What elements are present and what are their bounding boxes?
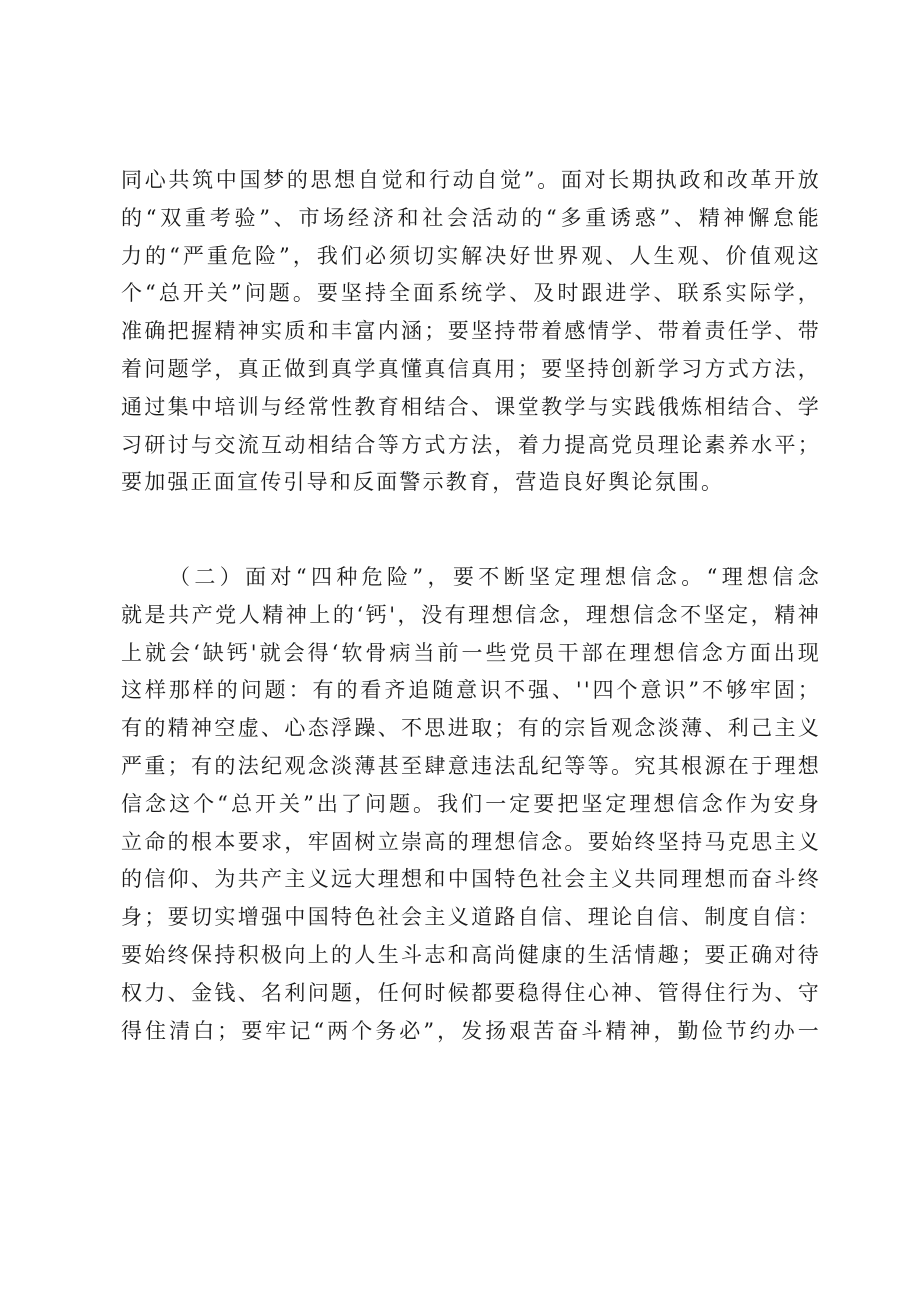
- text-line: 身；要切实增强中国特色社会主义道路自信、理论自信、制度自信：: [121, 905, 821, 930]
- text-line: 得住清白；要牢记“两个务必”，发扬艰苦奋斗精神，勤俭节约办一: [121, 1018, 821, 1043]
- text-line: 力的“严重危险”，我们必须切实解决好世界观、人生观、价值观这: [121, 243, 821, 268]
- text-line: 立命的根本要求，牢固树立崇高的理想信念。要始终坚持马克思主义: [121, 829, 821, 854]
- text-line: 权力、金钱、名利问题，任何时候都要稳得住心神、管得住行为、守: [121, 980, 821, 1005]
- text-line: 同心共筑中国梦的思想自觉和行动自觉”。面对长期执政和改革开放: [121, 168, 821, 192]
- text-line: 信念这个“总开关”出了问题。我们一定要把坚定理想信念作为安身: [121, 791, 821, 816]
- text-line: 要始终保持积极向上的人生斗志和高尚健康的生活情趣；要正确对待: [121, 942, 821, 967]
- text-line: 的“双重考验”、市场经济和社会活动的“多重诱惑”、精神懈怠能: [121, 205, 821, 230]
- paragraph-2: [121, 559, 821, 1050]
- text-line: 着问题学，真正做到真学真懂真信真用；要坚持创新学习方式方法，: [121, 356, 821, 381]
- text-line: 习研讨与交流互动相结合等方式方法，着力提高党员理论素养水平；: [121, 432, 821, 457]
- text-line: 就是共产党人精神上的‘钙'，没有理想信念，理想信念不坚定，精神: [121, 602, 821, 627]
- text-line: 的信仰、为共产主义远大理想和中国特色社会主义共同理想而奋斗终: [121, 867, 821, 892]
- paragraph-1: [121, 162, 821, 502]
- text-line: 个“总开关”问题。要坚持全面系统学、及时跟进学、联系实际学，: [121, 281, 821, 306]
- text-line: 要加强正面宣传引导和反面警示教育，营造良好舆论氛围。: [121, 470, 725, 495]
- text-line: 上就会‘缺钙'就会得‘软骨病当前一些党员干部在理想信念方面出现: [121, 640, 821, 665]
- text-line: 这样那样的问题：有的看齐追随意识不强、''四个意识”不够牢固；: [121, 678, 821, 703]
- text-line: 准确把握精神实质和丰富内涵；要坚持带着感情学、带着责任学、带: [121, 319, 821, 344]
- section-heading-line: （二）面对“四种危险”，要不断坚定理想信念。“理想信念: [169, 565, 821, 589]
- text-line: 严重；有的法纪观念淡薄甚至肆意违法乱纪等等。究其根源在于理想: [121, 753, 821, 778]
- text-line: 有的精神空虚、心态浮躁、不思进取；有的宗旨观念淡薄、利己主义: [121, 716, 821, 741]
- text-line: 通过集中培训与经常性教育相结合、课堂教学与实践俄炼相结合、学: [121, 394, 821, 419]
